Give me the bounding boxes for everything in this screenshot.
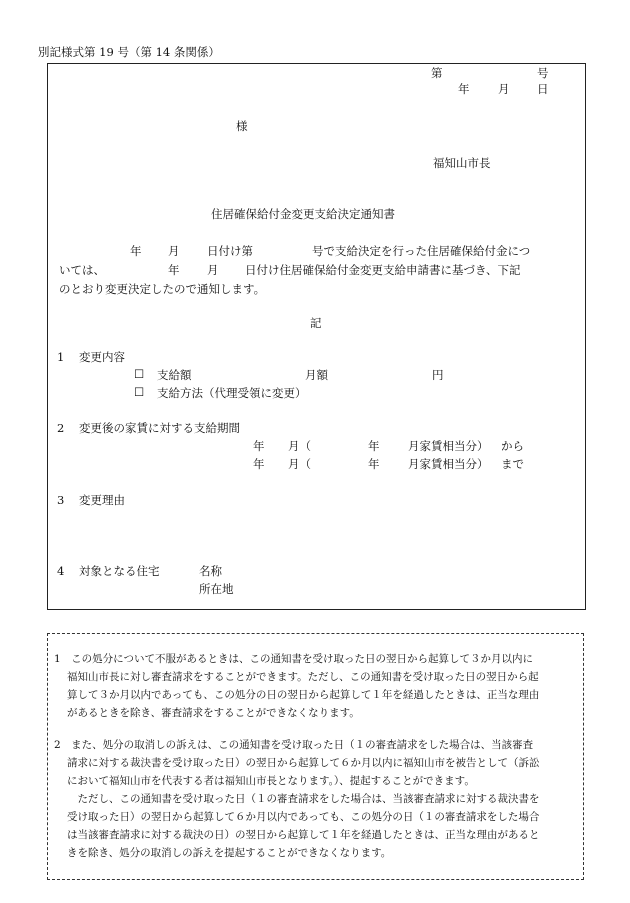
note1-line1: 1 この処分について不服があるときは、この通知書を受け取った日の翌日から起算して３か月以内に: [54, 653, 533, 665]
body-line2-year: 年: [168, 263, 180, 277]
period-from-year2: 年: [368, 439, 380, 453]
body-line2-rest: 日付け住居確保給付金変更支給申請書に基づき、下記: [245, 263, 521, 277]
item4-number: 4: [57, 564, 65, 578]
period-to-label: まで: [501, 457, 524, 471]
period-from-label: から: [501, 439, 524, 453]
period-from-month: 月（: [288, 439, 311, 453]
item1-number: 1: [57, 350, 65, 364]
period-to-rent: 月家賃相当分）: [408, 457, 489, 471]
body-line2-start: いては、: [59, 263, 105, 277]
body-line3: のとおり変更決定したので通知します。: [59, 282, 266, 296]
document-title: 住居確保給付金変更支給決定通知書: [211, 207, 395, 221]
note2-line6: は当該審査請求に対する裁決の日）の翌日から起算して１年を経過したときは、正当な理由があると: [67, 829, 540, 841]
note2-line3: において福知山市を代表する者は福知山市長となります。）、提起することができます。: [67, 775, 475, 787]
checkbox-method[interactable]: ☐: [134, 385, 145, 399]
body-line1-rest: 号で支給決定を行った住居確保給付金につ: [312, 244, 531, 258]
period-from-rent: 月家賃相当分）: [408, 439, 489, 453]
number-suffix: 号: [537, 66, 549, 80]
item3-number: 3: [57, 493, 65, 507]
period-to-year2: 年: [368, 457, 380, 471]
date-year: 年: [458, 82, 470, 96]
addressee-suffix: 様: [236, 119, 248, 133]
item2-number: 2: [57, 421, 65, 435]
note2-line7: きを除き、処分の取消しの訴えを提起することができなくなります。: [67, 847, 392, 859]
note2-line1: 2 また、処分の取消しの訴えは、この通知書を受け取った日（１の審査請求をした場合は、当該審査: [54, 739, 534, 751]
issuer: 福知山市長: [433, 156, 491, 170]
note2-line2: 請求に対する裁決書を受け取った日）の翌日から起算して６か月以内に福知山市を被告として（訴訟: [67, 757, 540, 769]
option-amount-label: 支給額: [157, 368, 192, 382]
notice-form-box: [47, 63, 586, 610]
number-prefix: 第: [431, 66, 443, 80]
note1-line3: 算して３か月以内であっても、この処分の日の翌日から起算して１年を経過したときは、正当な理由: [67, 689, 540, 701]
date-month: 月: [498, 82, 510, 96]
housing-address-label: 所在地: [199, 582, 234, 596]
body-line1-year: 年: [130, 244, 142, 258]
housing-name-label: 名称: [199, 564, 222, 578]
ki-marker: 記: [310, 316, 322, 330]
note1-line4: があるときを除き、審査請求をすることができなくなります。: [67, 707, 360, 719]
option-method-label: 支給方法（代理受領に変更）: [157, 386, 307, 400]
option-amount-yen: 円: [432, 368, 444, 382]
option-amount-monthly: 月額: [305, 368, 328, 382]
item4-heading: 対象となる住宅: [79, 564, 160, 578]
body-line1-dated-no: 日付け第: [207, 244, 253, 258]
note2-line5: 受け取った日）の翌日から起算して６か月以内であっても、この処分の日（１の審査請求をした場合: [67, 811, 540, 823]
period-to-year: 年: [253, 457, 265, 471]
period-from-year: 年: [253, 439, 265, 453]
date-day: 日: [537, 82, 549, 96]
item1-heading: 変更内容: [79, 350, 125, 364]
item2-heading: 変更後の家賃に対する支給期間: [79, 421, 240, 435]
note2-line4: ただし、この通知書を受け取った日（１の審査請求をした場合は、当該審査請求に対する裁決書を: [67, 793, 540, 805]
body-line1-month: 月: [168, 244, 180, 258]
form-label: 別記様式第 19 号（第 14 条関係）: [38, 45, 220, 59]
checkbox-amount[interactable]: ☐: [134, 367, 145, 381]
item3-heading: 変更理由: [79, 493, 125, 507]
body-line2-month: 月: [207, 263, 219, 277]
note1-line2: 福知山市長に対し審査請求をすることができます。ただし、この通知書を受け取った日の翌日から起: [67, 671, 539, 683]
period-to-month: 月（: [288, 457, 311, 471]
